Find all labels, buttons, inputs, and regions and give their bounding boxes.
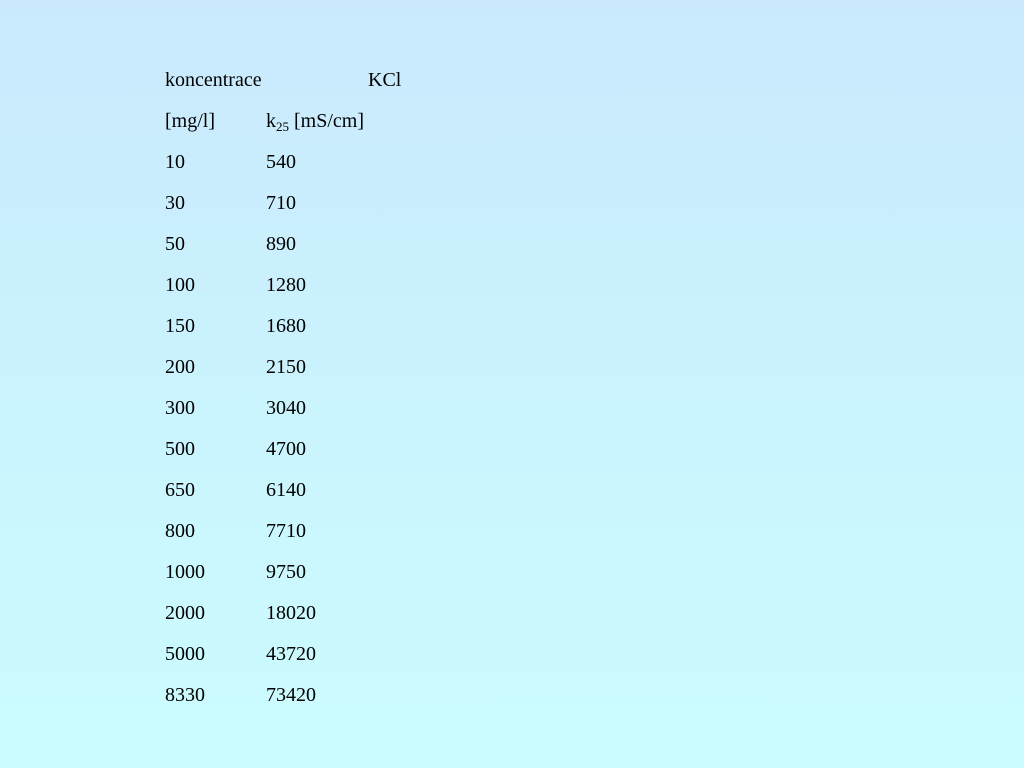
concentration-value: 10 — [165, 151, 185, 173]
k-unit: [mS/cm] — [289, 110, 364, 132]
k-subscript: 25 — [276, 119, 289, 134]
concentration-value: 100 — [165, 274, 195, 296]
conductivity-value: 7710 — [266, 520, 306, 542]
conductivity-value: 540 — [266, 151, 296, 173]
conductivity-value: 43720 — [266, 643, 316, 665]
conductivity-value: 1680 — [266, 315, 306, 337]
concentration-value: 5000 — [165, 643, 205, 665]
concentration-value: 50 — [165, 233, 185, 255]
concentration-value: 300 — [165, 397, 195, 419]
conductivity-value: 1280 — [266, 274, 306, 296]
conductivity-value: 6140 — [266, 479, 306, 501]
header-koncentrace: koncentrace — [165, 69, 262, 91]
concentration-value: 150 — [165, 315, 195, 337]
concentration-value: 650 — [165, 479, 195, 501]
header-kcl: KCl — [368, 69, 402, 91]
header-k25-unit — [266, 111, 364, 133]
conductivity-value: 18020 — [266, 602, 316, 624]
concentration-value: 800 — [165, 520, 195, 542]
concentration-value: 500 — [165, 438, 195, 460]
conductivity-value: 710 — [266, 192, 296, 214]
conductivity-value: 4700 — [266, 438, 306, 460]
conductivity-value: 2150 — [266, 356, 306, 378]
concentration-value: 8330 — [165, 684, 205, 706]
concentration-value: 200 — [165, 356, 195, 378]
conductivity-value: 890 — [266, 233, 296, 255]
concentration-value: 1000 — [165, 561, 205, 583]
conductivity-value: 3040 — [266, 397, 306, 419]
concentration-value: 2000 — [165, 602, 205, 624]
conductivity-value: 9750 — [266, 561, 306, 583]
concentration-value: 30 — [165, 192, 185, 214]
conductivity-value: 73420 — [266, 684, 316, 706]
header-unit-mg-l: [mg/l] — [165, 110, 215, 132]
k-symbol: k — [266, 110, 276, 132]
